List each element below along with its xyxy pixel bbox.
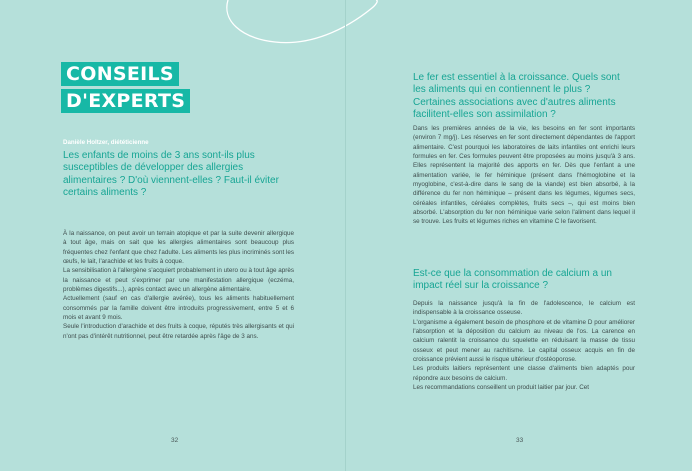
paragraph: Seule l'introduction d'arachide et des fruits à coque, réputés très allergisants et qui n'ont pas d'intérêt nutritionnel, peut être retardée après l'âge de 3 ans. (63, 323, 294, 340)
author-name: Danièle Holtzer, diététicienne (63, 139, 149, 146)
title-line-1: CONSEILS (61, 62, 179, 86)
question-allergies: Les enfants de moins de 3 ans sont-ils plus susceptibles de développer des allergies alimentaires ? D'où viennent-elles ? Faut-il éviter certains aliments ? (63, 150, 279, 198)
paragraph: Depuis la naissance jusqu'à la fin de l'adolescence, le calcium est indispensable à la croissance osseuse. (413, 300, 635, 317)
paragraph: Les produits laitiers représentent une classe d'aliments bien adaptés pour répondre aux besoins de calcium. (413, 365, 635, 382)
page-number-right: 33 (516, 437, 524, 444)
section-title (61, 62, 190, 116)
title-line-2: D'EXPERTS (61, 89, 190, 113)
paragraph: L'organisme a également besoin de phosphore et de vitamine D pour améliorer l'absorption et la déposition du calcium au niveau de l'os. La carence en calcium ralentit la croissance du squelette en réduisant la masse de tissu osseux et peut mener au rachitisme. Le capital osseux acquis en fin de croissance prévient aussi le risque ultérieur d'ostéoporose. (413, 318, 635, 364)
right-page (346, 0, 692, 471)
paragraph: La sensibilisation à l'allergène s'acquiert probablement in utero ou à tout âge après la naissance et peut s'exprimer par une manifestation allergique (eczéma, problèmes digestifs...), après contact avec un allergène alimentaire. (63, 267, 294, 294)
paragraph: Actuellement (sauf en cas d'allergie avérée), tous les aliments habituellement consommés par la famille doivent être introduits progressivement, entre 5 et 6 mois et avant 9 mois. (63, 295, 294, 322)
answer-calcium (413, 299, 635, 392)
question-calcium: Est-ce que la consommation de calcium a un impact réel sur la croissance ? (413, 268, 612, 292)
paragraph: À la naissance, on peut avoir un terrain atopique et par la suite devenir allergique à tout âge, mais on sait que les allergies alimentaires sont beaucoup plus fréquentes chez l'enfant que chez l'adulte. Les aliments les plus incriminés sont les œufs, le lait, l'arachide et les fruits à coque. (63, 230, 294, 266)
paragraph: Les recommandations conseillent un produit laitier par jour. Cet (413, 384, 590, 392)
question-iron: Le fer est essentiel à la croissance. Quels sont les aliments qui en contiennent le plus ? Certaines associations avec d'autres aliments facilitent-elles son assimilation ? (413, 72, 620, 120)
answer-iron: Dans les premières années de la vie, les besoins en fer sont importants (environ 7 mg/j). Les réserves en fer sont directement dépendantes de l'apport alimentaire. C'est pourquoi les laboratoires de laits infantiles ont enrichi leurs formules en fer. Ces formules peuvent être proposées au moins jusqu'à 3 ans. Elles représentent la majorité des apports en fer. Dès que l'enfant a une alimentation variée, le fer héminique (présent dans l'hémoglobine et la myoglobine, c'est-à-dire dans le sang de la viande) est bien absorbé, à la différence du fer non héminique – présent dans les légumes, légumes secs, céréales infantiles, céréales complètes, fruits secs –, qui est moins bien absorbé. L'absorption du fer non héminique varie selon l'aliment dans lequel il se trouve. Les fruits et légumes riches en vitamine C le favorisent. (413, 125, 635, 226)
page-number-left: 32 (171, 437, 179, 444)
answer-allergies (63, 229, 294, 341)
